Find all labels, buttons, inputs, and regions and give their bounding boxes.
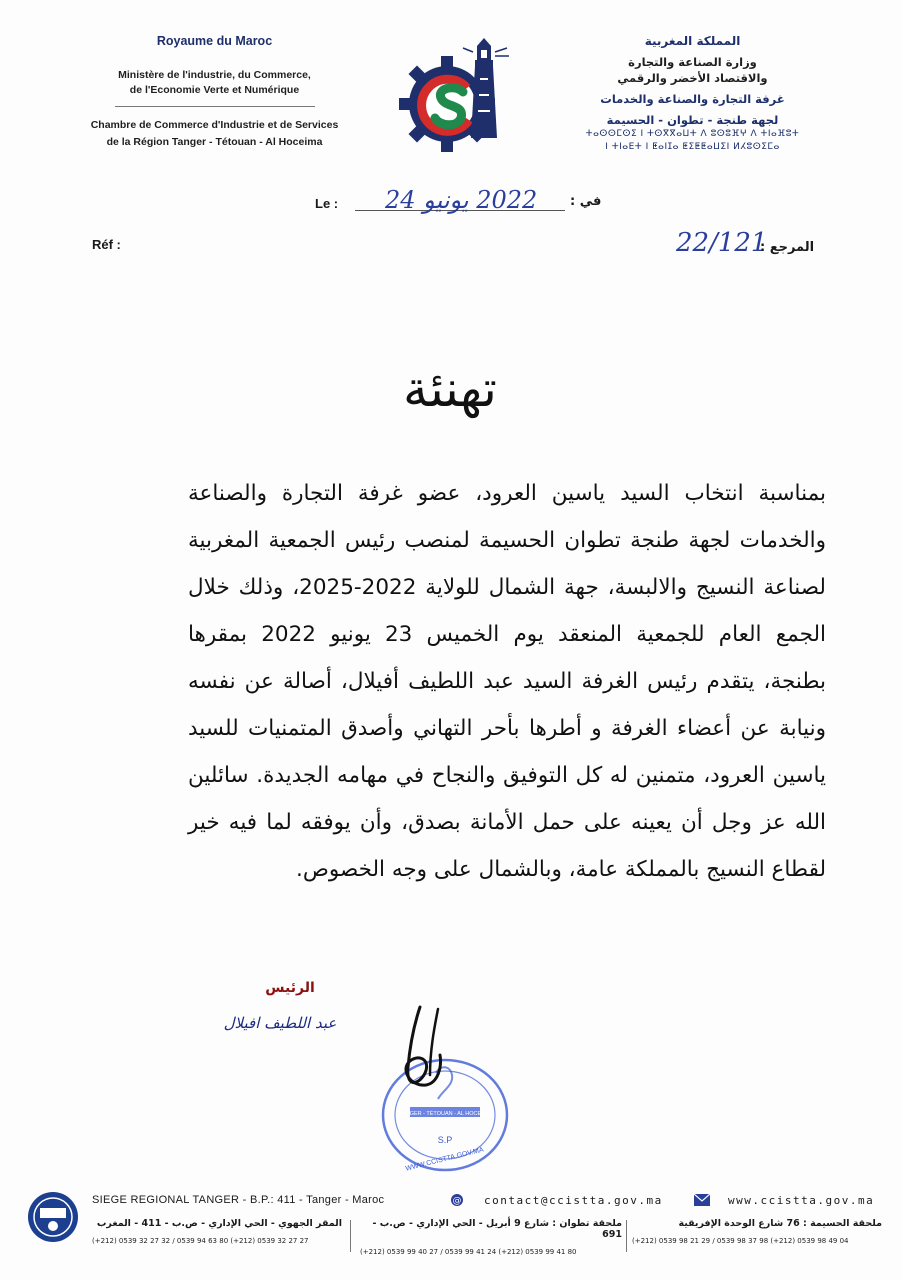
footer-siege: SIEGE REGIONAL TANGER - B.P.: 411 - Tanger - Maroc — [92, 1194, 385, 1206]
footer-phone-text: (+212) 0539 99 40 27 / 0539 99 41 24 (+212) 0539 99 41 80 — [360, 1248, 577, 1256]
footer-divider — [350, 1220, 351, 1252]
stamp-line-1: TANGER - TÉTOUAN - AL HOCEIMA — [399, 1111, 491, 1117]
reference-value: 22/121 — [676, 228, 768, 258]
footer-address-text: المقر الجهوي - الحي الإداري - ص.ب - 411 - المغرب — [96, 1218, 342, 1229]
footer-phone-text: (+212) 0539 98 21 29 / 0539 98 37 98 (+212) 0539 98 49 04 — [632, 1237, 849, 1245]
at-sign-icon — [450, 1193, 464, 1207]
footer-email-link[interactable]: contact@ccistta.gov.ma — [484, 1194, 663, 1207]
tifinagh-line-2: ⵏ ⵜⵏⴰⴹⵜ ⵏ ⵟⴰⵏⵊⴰ ⵟⵉⵟⵟⴰⵡⵉⵏ ⵍⵃⵓⵙⵉⵎⴰ — [605, 142, 780, 152]
ar-chamber-line-1: غرفة التجارة والصناعة والخدمات — [600, 92, 785, 106]
fr-kingdom: Royaume du Maroc — [156, 34, 273, 48]
signatory-name: عبد اللطيف افيلال — [223, 1014, 337, 1032]
ar-ministry-line-1: وزارة الصناعة والتجارة — [628, 55, 757, 69]
tifinagh-line-1: ⵜⴰⵙⵙⵎⵙⵉ ⵏ ⵜⵙⴳⴳⴰⵡⵜ ⴷ ⵓⵙⵓⴼⵖ ⴷ ⵜⵏⴰⴼⵓⵜ — [585, 129, 800, 139]
fr-ministry-line-1: Ministère de l'industrie, du Commerce, — [118, 69, 311, 81]
footer-divider — [626, 1220, 627, 1252]
stamp-line-2: S.P — [437, 1135, 453, 1145]
letter-title: تهنئة — [403, 360, 497, 418]
ar-ministry-line-2: والاقتصاد الأخضر والرقمي — [617, 71, 768, 85]
date-row — [0, 186, 902, 230]
fr-chamber-line-1: Chambre de Commerce d'Industrie et de Services — [90, 119, 339, 131]
reference-label-ar: المرجع : — [760, 240, 815, 255]
header-french — [82, 34, 347, 151]
date-label-fr: Le : — [315, 196, 339, 211]
ar-kingdom: المملكة المغربية — [644, 34, 741, 48]
footer-address-tetouan — [360, 1218, 622, 1256]
footer-website-link[interactable]: www.ccistta.gov.ma — [728, 1194, 875, 1207]
header-divider — [115, 106, 315, 107]
footer-phone-text: (+212) 0539 32 27 32 / 0539 94 63 80 (+212) 0539 32 27 27 — [92, 1237, 309, 1245]
ar-chamber-line-2: لجهة طنجة - تطوان - الحسيمة — [606, 113, 779, 127]
date-value: 2022 يونيو 24 — [385, 186, 538, 214]
footer-address-text: ملحقة تطوان : شارع 9 أبريل - الحي الإداري - ص.ب - 691 — [372, 1218, 622, 1240]
date-label-ar: في : — [570, 194, 602, 209]
stamp-line-3: WWW.CCISTTA.GOV.MA — [404, 1146, 485, 1173]
signature-mark-icon — [380, 1005, 460, 1095]
body-paragraph: بمناسبة انتخاب السيد ياسين العرود، عضو غرفة التجارة والصناعة والخدمات لجهة طنجة تطوان الحسيمة لمنصب رئيس الجمعية المغربية لصناعة النسيج والالبسة، جهة الشمال للولاية 2022-2025، وذلك خلال الجمع العام للجمعية المنعقد يوم الخميس 23 يونيو 2022 بمقرها بطنجة، يتقدم رئيس الغرفة السيد عبد اللطيف أفيلال، أصالة عن نفسه ونيابة عن أعضاء الغرفة و أطرها بأحر التهاني وأصدق المتمنيات للسيد ياسين العرود، متمنين له كل التوفيق والنجاح في مهامه الجديدة. سائلين الله عز وجل أن يعينه على حمل الأمانة بصدق، وأن يوفقه لما فيه خير لقطاع النسيج بالمملكة عامة، وبالشمال على وجه الخصوص. — [188, 481, 826, 882]
footer-addresses — [92, 1218, 882, 1258]
fr-ministry-line-2: de l'Economie Verte et Numérique — [129, 84, 300, 96]
letter-body — [188, 470, 826, 893]
iso-certification-badge-icon — [26, 1190, 80, 1244]
footer-address-text: ملحقة الحسيمة : 76 شارع الوحدة الإفريقية — [678, 1218, 882, 1229]
footer-address-alhoceima — [632, 1218, 882, 1245]
header-arabic — [560, 34, 825, 154]
svg-text:@: @ — [452, 1196, 462, 1206]
fr-chamber-line-2: de la Région Tanger - Tétouan - Al Hoceima — [106, 136, 323, 148]
reference-label-fr: Réf : — [92, 237, 121, 252]
footer-address-tanger — [92, 1218, 342, 1245]
envelope-icon — [694, 1194, 710, 1206]
signatory-title: الرئيس — [265, 980, 315, 996]
chamber-logo-icon — [395, 38, 515, 158]
